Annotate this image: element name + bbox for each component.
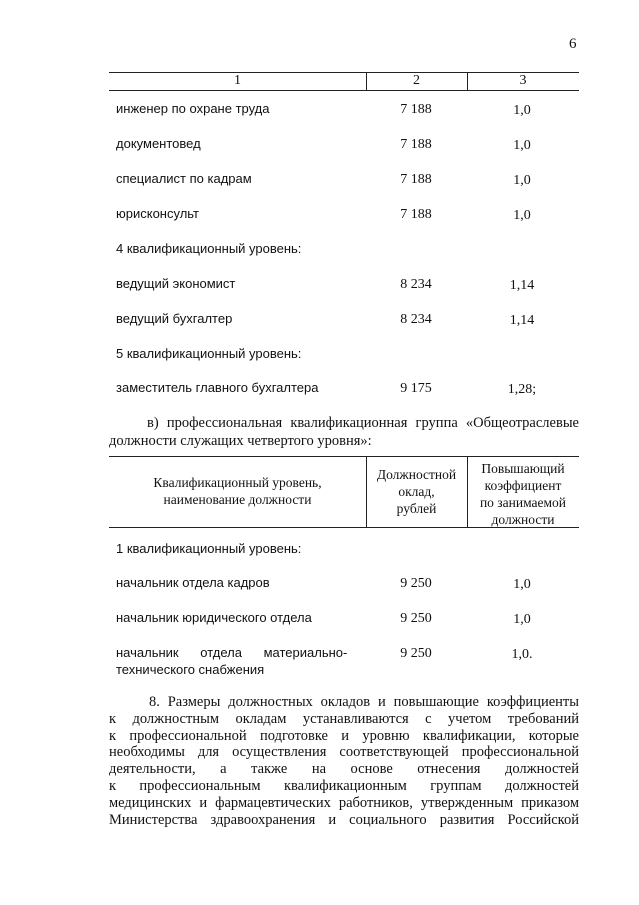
table1-row-coef: 1,14 [509,278,535,293]
table1-header-rule [109,90,579,91]
table1-row-coef: 1,0 [513,173,531,188]
table1-level-heading: 5 квалификационный уровень: [116,346,302,361]
table2-row-label: начальник отдела кадров [116,575,270,590]
paragraph-8-line: медицинских и фармацевтических работников, утвержденным приказом [109,794,579,811]
table2-level-heading: 1 квалификационный уровень: [116,541,302,556]
table1-row-coef: 1,0 [513,208,531,223]
table1-row-label: документовед [116,136,201,151]
table1-row-label: инженер по охране труда [116,101,270,116]
table2-header-col3-line: коэффициент [484,478,562,493]
table2-top-rule [109,456,579,457]
paragraph-8-line: Министерства здравоохранения и социального развития Российской [109,811,579,828]
table1-row-salary: 7 188 [400,102,432,117]
paragraph-8-line: к профессиональной подготовке и уровню квалификации, которые [109,727,579,744]
table1-col-number-2: 2 [413,73,420,88]
table2-header-col1-line: Квалификационный уровень, [153,475,322,490]
paragraph-8-line: 8. Размеры должностных окладов и повышающие коэффициенты [149,694,579,710]
table2-header-col2-line: Должностной [376,467,457,482]
section-v-line-2: должности служащих четвертого уровня»: [109,433,372,449]
table1-row-salary: 9 175 [400,381,432,396]
table1-row-label: ведущий экономист [116,276,236,291]
paragraph-8-line: деятельности, а также на основе отнесения должностей [109,761,579,778]
table1-row-salary: 8 234 [400,312,432,327]
table2-header-col3-line: должности [491,512,555,527]
paragraph-8-line: необходимы для осуществления соответствующей профессиональной [109,744,579,761]
table1-row-label: ведущий бухгалтер [116,311,233,326]
table1-row-salary: 8 234 [400,277,432,292]
table1-row-coef: 1,14 [509,313,535,328]
table1-row-salary: 7 188 [400,172,432,187]
table1-col-number-3: 3 [519,73,527,88]
table1-row-coef: 1,0 [513,138,531,153]
table1-row-coef: 1,28; [507,382,537,397]
table2-header-col1 [109,474,366,508]
table2-header-col3 [467,460,579,528]
table2-header-col2 [366,466,467,517]
table2-row-salary: 9 250 [400,611,432,626]
table1-row-label: специалист по кадрам [116,171,252,186]
table2-row-salary: 9 250 [400,576,432,591]
table2-header-col2-line: оклад, [398,484,435,499]
table2-row-coef: 1,0. [511,647,533,662]
table2-row-coef: 1,0 [513,612,531,627]
paragraph-8 [109,694,579,828]
page-number: 6 [569,36,577,52]
table2-header-col3-line: по занимаемой [479,495,567,510]
paragraph-8-line: к должностным окладам устанавливаются с учетом требований [109,710,579,727]
table2-header-col2-line: рублей [396,501,437,516]
paragraph-8-line: к профессиональным квалификационным группам должностей [109,777,579,794]
table2-row-label: начальник юридического отдела [116,610,312,625]
table1-row-label: заместитель главного бухгалтера [116,380,319,395]
table1-col-number-1: 1 [234,73,241,88]
table2-row-salary: 9 250 [400,646,432,661]
table2-row-coef: 1,0 [513,577,531,592]
table1-row-label: юрисконсульт [116,206,199,221]
table2-row-label: начальник отдела материально- [116,645,348,660]
table2-header-col1-line: наименование должности [163,492,312,507]
table1-level-heading: 4 квалификационный уровень: [116,241,302,256]
table2-header-col3-line: Повышающий [481,461,565,476]
table2-row-label-continued: технического снабжения [116,662,265,677]
table1-row-salary: 7 188 [400,137,432,152]
section-v-line-1: в) профессиональная квалификационная группа «Общеотраслевые [147,415,579,431]
table1-row-coef: 1,0 [513,103,531,118]
table1-row-salary: 7 188 [400,207,432,222]
